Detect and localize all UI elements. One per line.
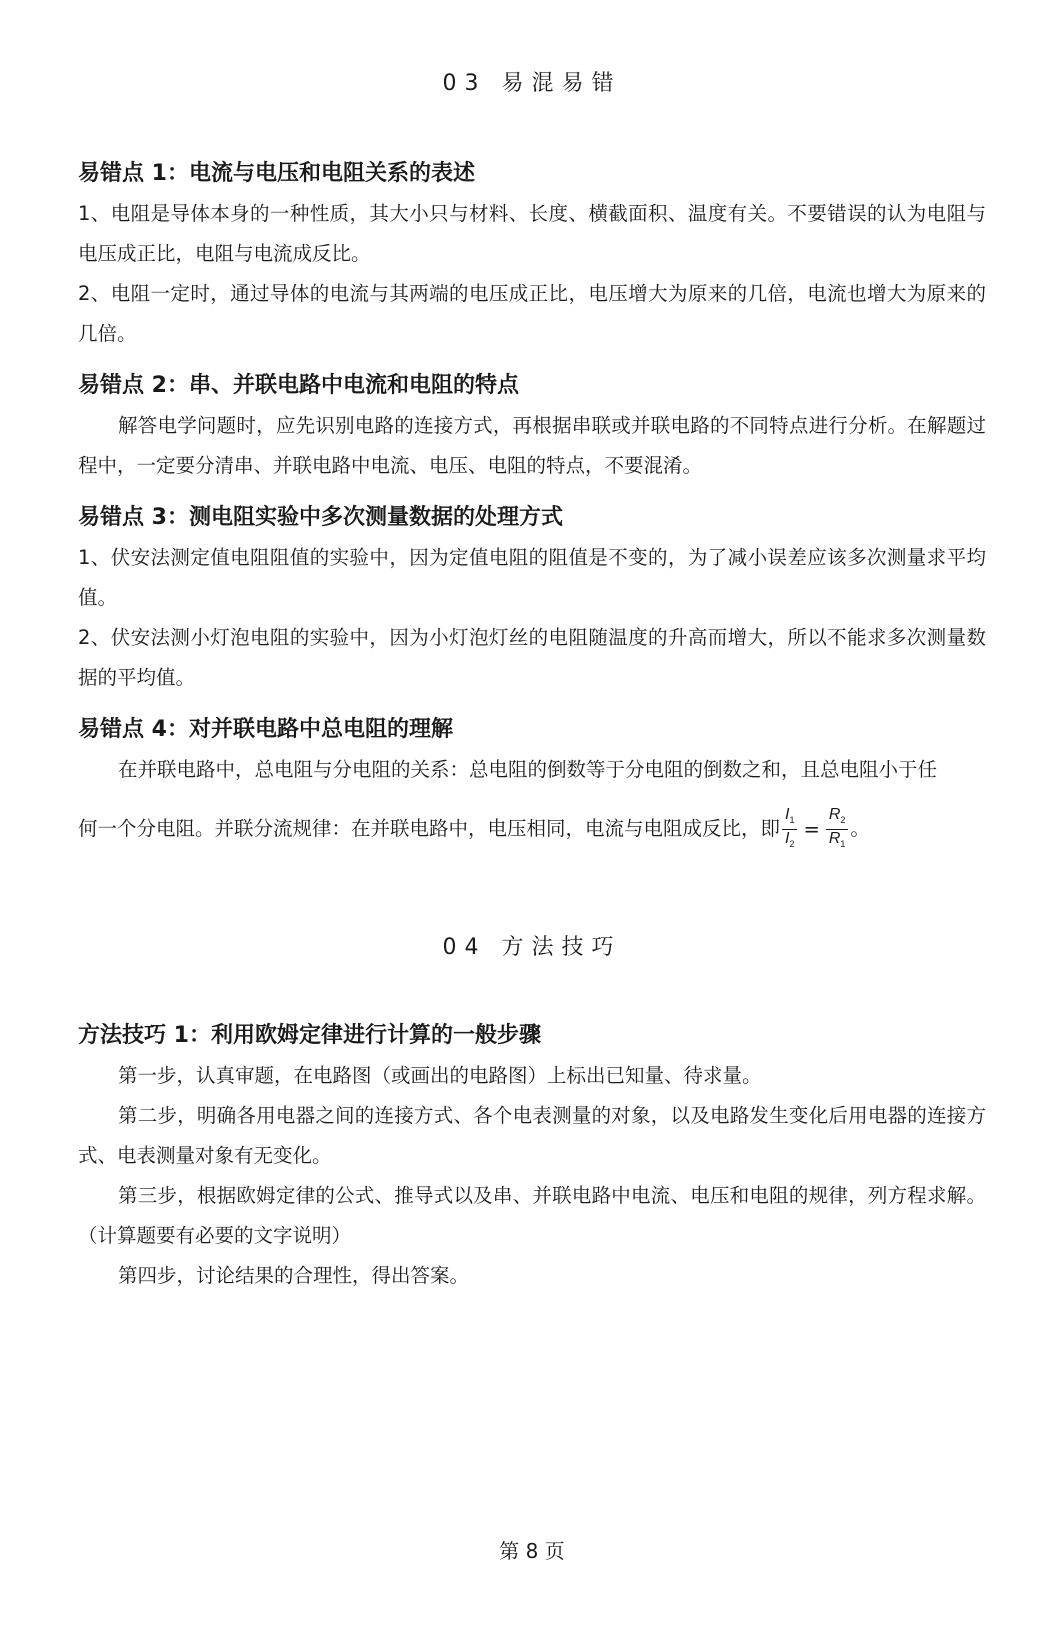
point-4-heading: 易错点 4：对并联电路中总电阻的理解 xyxy=(78,717,453,742)
point-2-para-1: 解答电学问题时，应先识别电路的连接方式，再根据串联或并联电路的不同特点进行分析。在解题过程中，一定要分清串、并联电路中电流、电压、电阻的特点，不要混淆。 xyxy=(78,414,986,477)
formula-equals: = xyxy=(803,817,820,841)
formula-left-numerator: $I_1$ xyxy=(782,806,797,830)
formula-current-ratio xyxy=(782,806,797,853)
point-3-heading: 易错点 3：测电阻实验中多次测量数据的处理方式 xyxy=(78,505,563,530)
method-step-3: 第三步，根据欧姆定律的公式、推导式以及串、并联电路中电流、电压和电阻的规律，列方程求解。（计算题要有必要的文字说明） xyxy=(78,1184,986,1247)
formula-right-numerator: $R_2$ xyxy=(826,806,849,830)
section-03-title: 03 易混易错 xyxy=(442,71,622,96)
formula-right-denominator: $R_1$ xyxy=(828,830,846,850)
point-3-para-2: 2、伏安法测小灯泡电阻的实验中，因为小灯泡灯丝的电阻随温度的升高而增大，所以不能求多次测量数据的平均值。 xyxy=(78,626,986,689)
point-3-para-1: 1、伏安法测定值电阻阻值的实验中，因为定值电阻的阻值是不变的，为了减小误差应该多次测量求平均值。 xyxy=(78,546,986,609)
section-04-title: 04 方法技巧 xyxy=(442,935,622,960)
method-1-heading: 方法技巧 1：利用欧姆定律进行计算的一般步骤 xyxy=(78,1023,541,1048)
point-4-para-line-2 xyxy=(78,806,986,853)
point-4-para-line-1: 在并联电路中，总电阻与分电阻的关系：总电阻的倒数等于分电阻的倒数之和，且总电阻小于任 xyxy=(118,758,938,781)
point-1-para-2: 2、电阻一定时，通过导体的电流与其两端的电压成正比，电压增大为原来的几倍，电流也增大为原来的几倍。 xyxy=(78,282,986,345)
point-4-end-mark: 。 xyxy=(850,817,870,841)
page-number: 第 8 页 xyxy=(499,1539,565,1563)
point-2-heading: 易错点 2：串、并联电路中电流和电阻的特点 xyxy=(78,373,519,398)
formula-resistance-ratio xyxy=(826,806,849,853)
point-1-para-1: 1、电阻是导体本身的一种性质，其大小只与材料、长度、横截面积、温度有关。不要错误的认为电阻与电压成正比，电阻与电流成反比。 xyxy=(78,202,986,265)
method-step-4: 第四步，讨论结果的合理性，得出答案。 xyxy=(118,1264,470,1287)
point-1-heading: 易错点 1：电流与电压和电阻关系的表述 xyxy=(78,161,475,186)
method-step-2: 第二步，明确各用电器之间的连接方式、各个电表测量的对象，以及电路发生变化后用电器的连接方式、电表测量对象有无变化。 xyxy=(78,1104,986,1167)
point-4-para-line-2-text: 何一个分电阻。并联分流规律：在并联电路中，电压相同，电流与电阻成反比，即 xyxy=(78,817,781,841)
method-step-1: 第一步，认真审题，在电路图（或画出的电路图）上标出已知量、待求量。 xyxy=(118,1064,762,1087)
formula-left-denominator: $I_2$ xyxy=(785,830,795,850)
